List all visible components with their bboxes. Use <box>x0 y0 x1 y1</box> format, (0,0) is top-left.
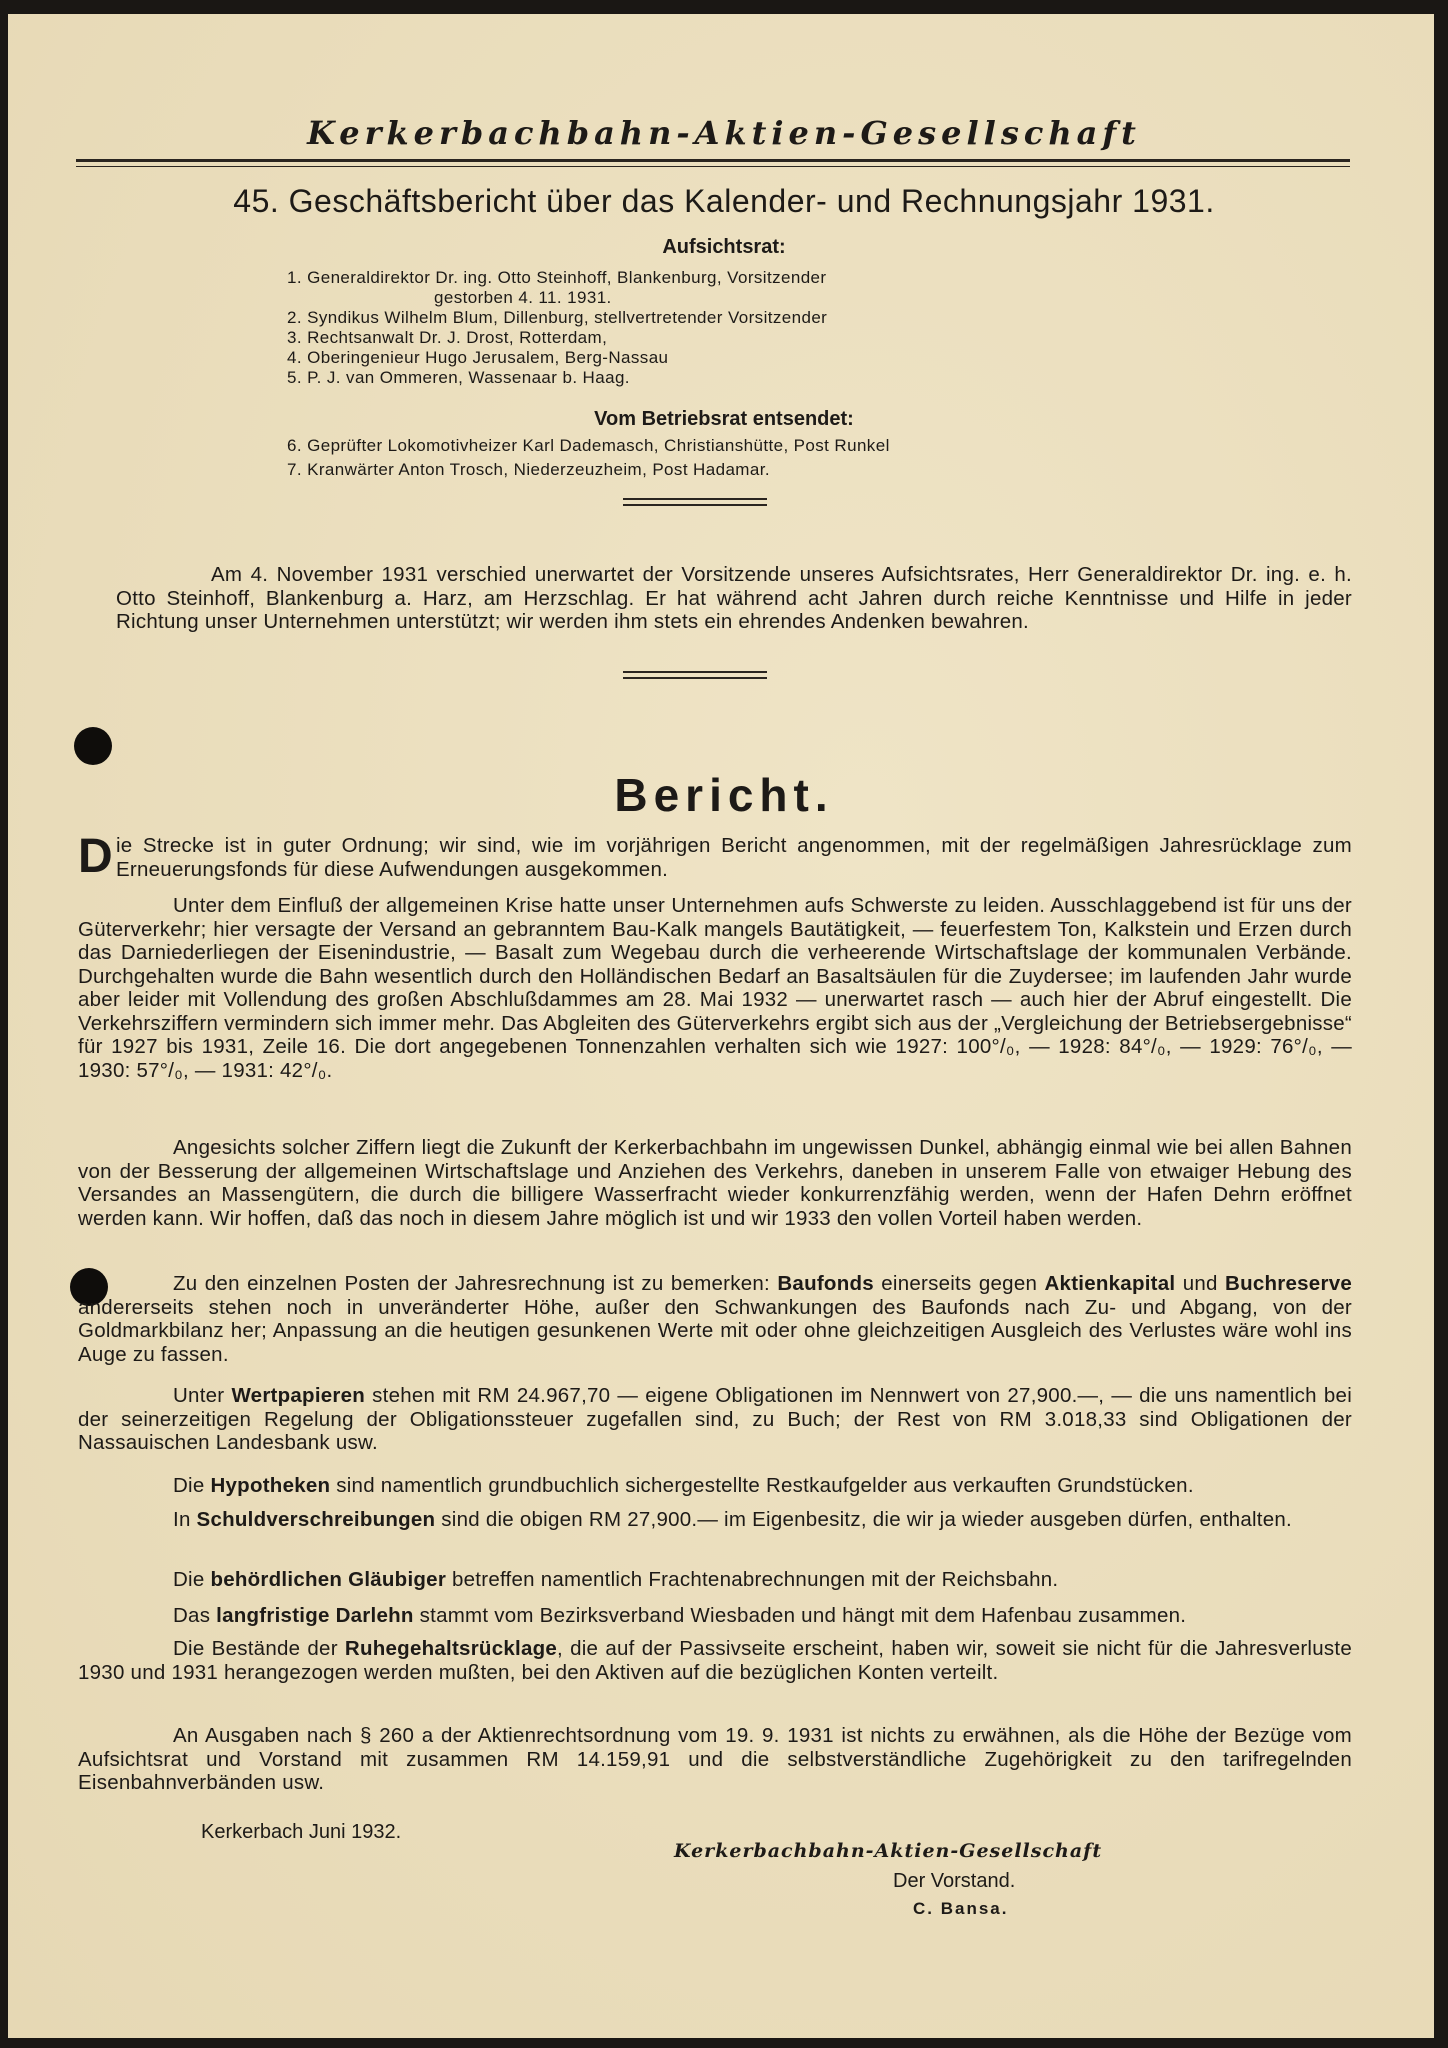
member-item: 7. Kranwärter Anton Trosch, Niederzeuzheim, Post Hadamar. <box>287 460 770 479</box>
bericht-paragraph: Die behördlichen Gläubiger betreffen namentlich Frachtenabrechnungen mit der Reichsbahn. <box>173 1568 1059 1591</box>
drop-cap: D <box>78 830 113 883</box>
aufsichtsrat-heading: Aufsichtsrat: <box>662 236 786 258</box>
bericht-paragraph: Die Bestände der Ruhegehaltsrücklage, die auf der Passivseite erscheint, haben wir, soweit sie nicht für die Jahresverluste 1930 und 1931 herangezogen werden mußten, bei den Aktiven auf die bezüglichen Konten verteilt. <box>78 1637 1352 1684</box>
bericht-paragraph: Unter Wertpapieren stehen mit RM 24.967,70 — eigene Obligationen im Nennwert von 27,900.—, — die uns namentlich bei der seinerzeitigen Regelung der Obligationssteuer zugefallen sind, zu Buch; der Rest von RM 3.018,33 sind Obligationen der Nassauischen Landesbank usw. <box>78 1384 1353 1454</box>
bericht-paragraph: ie Strecke ist in guter Ordnung; wir sind, wie im vorjährigen Bericht angenommen, mit der regelmäßigen Jahresrücklage zum Erneuerungsfonds für diese Aufwendungen ausgekommen. <box>116 834 1352 881</box>
separator-rule <box>623 677 767 679</box>
betriebsrat-heading: Vom Betriebsrat entsendet: <box>594 408 854 430</box>
bericht-paragraph: Das langfristige Darlehn stammt vom Bezirksverband Wiesbaden und hängt mit dem Hafenbau zusammen. <box>173 1604 1187 1627</box>
punch-hole <box>74 727 112 765</box>
signer-name: C. Bansa. <box>913 1899 1009 1918</box>
member-item: 1. Generaldirektor Dr. ing. Otto Steinhoff, Blankenburg, Vorsitzender <box>287 268 827 287</box>
report-title: 45. Geschäftsbericht über das Kalender- und Rechnungsjahr 1931. <box>233 183 1215 219</box>
company-header: Kerkerbachbahn-Aktien-Gesellschaft <box>307 114 1141 152</box>
member-item: 5. P. J. van Ommeren, Wassenaar b. Haag. <box>287 368 630 387</box>
board-label: Der Vorstand. <box>893 1870 1016 1892</box>
separator-rule <box>623 504 767 506</box>
bericht-paragraph: Die Hypotheken sind namentlich grundbuchlich sichergestellte Restkaufgelder aus verkauften Grundstücken. <box>173 1474 1194 1497</box>
header-rule-thick <box>76 159 1350 162</box>
member-item: 2. Syndikus Wilhelm Blum, Dillenburg, stellvertretender Vorsitzender <box>287 308 828 327</box>
header-rule-thin <box>76 166 1350 167</box>
bericht-title: Bericht. <box>614 769 834 821</box>
closing-company: Kerkerbachbahn-Aktien-Gesellschaft <box>674 1840 1103 1862</box>
member-item: 6. Geprüfter Lokomotivheizer Karl Dademasch, Christianshütte, Post Runkel <box>287 436 890 455</box>
obituary-paragraph: Am 4. November 1931 verschied unerwartet der Vorsitzende unseres Aufsichtsrates, Herr Generaldirektor Dr. ing. e. h. Otto Steinhoff, Blankenburg a. Harz, am Herzschlag. Er hat während acht Jahren durch reiche Kenntnisse und Hilfe in jeder Richtung unser Unternehmen unterstützt; wir werden ihm stets ein ehrendes Andenken bewahren. <box>116 563 1352 633</box>
separator-rule <box>623 671 767 673</box>
bericht-paragraph: Unter dem Einfluß der allgemeinen Krise hatte unser Unternehmen aufs Schwerste zu leiden. Ausschlaggebend ist für uns der Güterverkehr; hier versagte der Versand an gebranntem Bau-Kalk mangels Bautätigkeit, — feuerfestem Ton, Kalkstein und Erzen durch das Darniederliegen der Eisenindustrie, — Basalt zum Wegebau durch die verheerende Wirtschaftslage der kommunalen Verbände. Durchgehalten wurde die Bahn wesentlich durch den Holländischen Bedarf an Basaltsäulen für die Zuydersee; im laufenden Jahr wurde aber leider mit Vollendung des großen Abschlußdammes am 28. Mai 1932 — unerwartet rasch — auch hier der Abruf eingestellt. Die Verkehrsziffern vermindern sich immer mehr. Das Abgleiten des Güterverkehrs ergibt sich aus der „Vergleichung der Betriebsergebnisse“ für 1927 bis 1931, Zeile 16. Die dort angegebenen Tonnenzahlen verhalten sich wie 1927: 100°/₀, — 1928: 84°/₀, — 1929: 76°/₀, — 1930: 57°/₀, — 1931: 42°/₀. <box>78 894 1352 1082</box>
bericht-paragraph: In Schuldverschreibungen sind die obigen RM 27,900.— im Eigenbesitz, die wir ja wieder ausgeben dürfen, enthalten. <box>173 1508 1292 1531</box>
bericht-paragraph: An Ausgaben nach § 260 a der Aktienrechtsordnung vom 19. 9. 1931 ist nichts zu erwähnen, als die Höhe der Bezüge vom Aufsichtsrat und Vorstand mit zusammen RM 14.159,91 und die selbstverständliche Zugehörigkeit zu den tarifregelnden Eisenbahnverbänden usw. <box>78 1724 1352 1794</box>
bericht-paragraph: Angesichts solcher Ziffern liegt die Zukunft der Kerkerbachbahn im ungewissen Dunkel, abhängig einmal wie bei allen Bahnen von der Besserung der allgemeinen Wirtschaftslage und Anziehen des Verkehrs, daneben in unserem Falle von etwaiger Hebung des Versandes an Massengütern, die durch die billigere Wasserfracht wieder konkurrenzfähig werden, wenn der Hafen Dehrn eröffnet werden kann. Wir hoffen, daß das noch in diesem Jahre möglich ist und wir 1933 den vollen Vorteil haben werden. <box>78 1136 1352 1230</box>
member-item: 3. Rechtsanwalt Dr. J. Drost, Rotterdam, <box>287 328 608 347</box>
member-item: gestorben 4. 11. 1931. <box>434 288 612 307</box>
bericht-paragraph: Zu den einzelnen Posten der Jahresrechnung ist zu bemerken: Baufonds einerseits gegen Aktienkapital und Buchreserve andererseits stehen noch in unveränderter Höhe, außer den Schwankungen des Baufonds nach Zu- und Abgang, von der Goldmarkbilanz her; Anpassung an die heutigen gesunkenen Werte mit oder ohne gleichzeitigen Ausgleich des Verlustes wäre wohl ins Auge zu fassen. <box>78 1272 1352 1366</box>
member-item: 4. Oberingenieur Hugo Jerusalem, Berg-Nassau <box>287 348 669 367</box>
place-date: Kerkerbach Juni 1932. <box>201 1821 402 1843</box>
separator-rule <box>623 498 767 500</box>
